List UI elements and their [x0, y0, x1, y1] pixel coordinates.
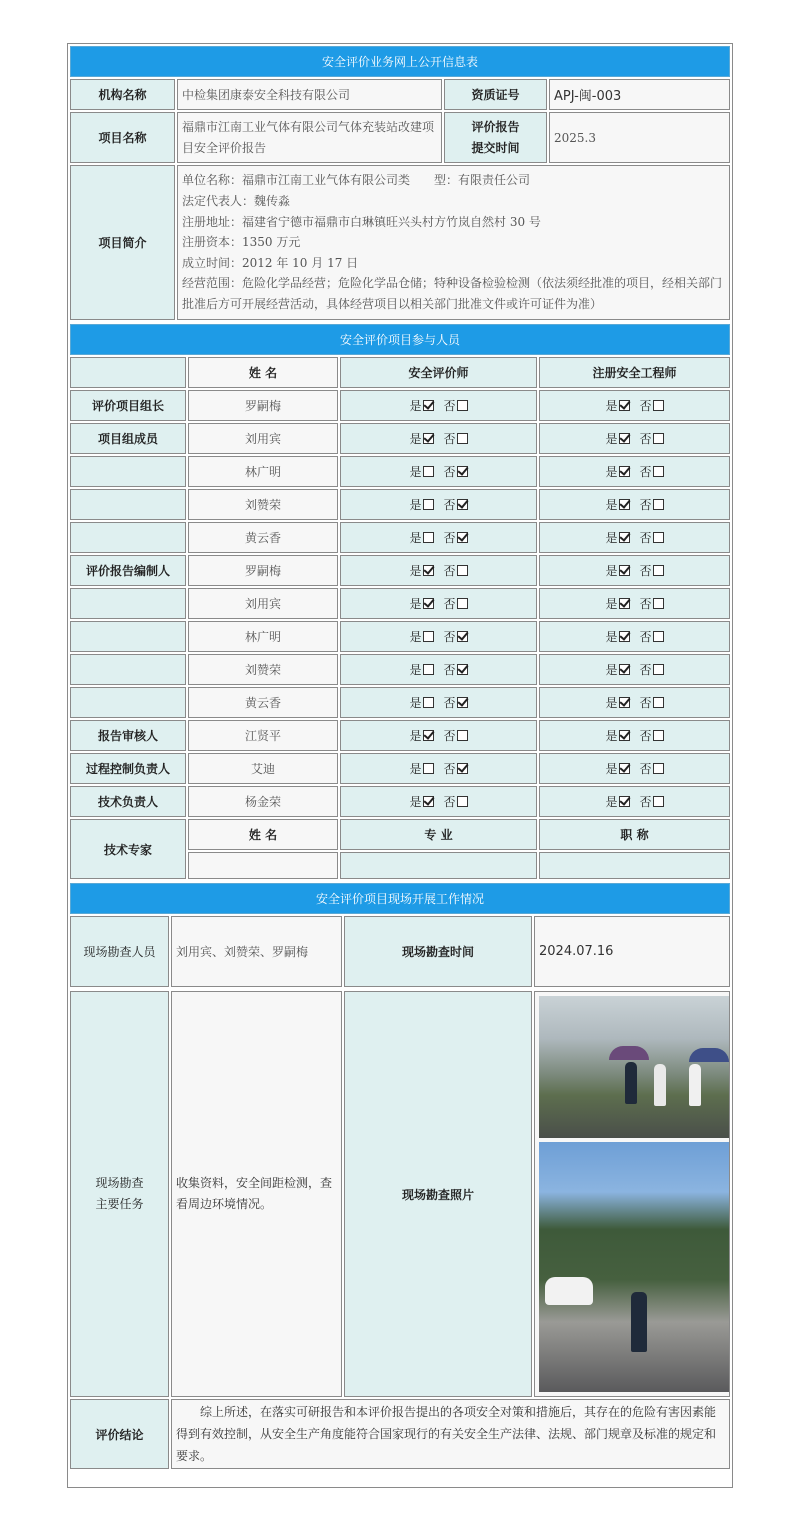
yes-checkbox — [619, 664, 630, 675]
site-people-value: 刘用宾、刘赞荣、罗嗣梅 — [171, 916, 342, 987]
staff-name: 罗嗣梅 — [188, 555, 338, 586]
yes-checkbox — [423, 664, 434, 675]
engineer-status — [539, 654, 730, 685]
no-checkbox — [653, 796, 664, 807]
evaluator-status — [340, 720, 537, 751]
intro-content — [177, 165, 730, 320]
no-label: 否 — [443, 795, 456, 809]
yes-checkbox — [423, 532, 434, 543]
no-label: 否 — [443, 663, 456, 677]
yes-label: 是 — [409, 432, 422, 446]
yes-label: 是 — [409, 531, 422, 545]
yes-label: 是 — [409, 399, 422, 413]
expert-label: 技术专家 — [70, 819, 186, 879]
staff-role — [70, 687, 186, 718]
staff-row — [70, 588, 730, 619]
main-title: 安全评价业务网上公开信息表 — [70, 46, 730, 77]
staff-name: 杨金荣 — [188, 786, 338, 817]
yes-label: 是 — [605, 399, 618, 413]
no-checkbox — [457, 796, 468, 807]
no-checkbox — [457, 598, 468, 609]
no-label: 否 — [639, 696, 652, 710]
evaluator-status — [340, 456, 537, 487]
site-time-label: 现场勘查时间 — [344, 916, 532, 987]
expert-title-cell — [539, 852, 730, 879]
yes-checkbox — [423, 466, 434, 477]
photo-cell — [534, 991, 730, 1397]
evaluator-status — [340, 621, 537, 652]
yes-checkbox — [423, 499, 434, 510]
staff-role: 评价报告编制人 — [70, 555, 186, 586]
no-checkbox — [457, 730, 468, 741]
yes-label: 是 — [409, 696, 422, 710]
blank-cell — [70, 357, 186, 388]
yes-checkbox — [619, 796, 630, 807]
engineer-status — [539, 621, 730, 652]
engineer-status — [539, 588, 730, 619]
intro-line: 经营范围：危险化学品经营；危险化学品仓储；特种设备检验检测（依法须经批准的项目，经相关部门批准后方可开展经营活动，具体经营项目以相关部门批准文件或许可证件为准） — [182, 276, 723, 311]
yes-checkbox — [619, 499, 630, 510]
project-name-label: 项目名称 — [70, 112, 175, 163]
no-checkbox — [653, 697, 664, 708]
yes-label: 是 — [605, 762, 618, 776]
task-label-line2: 主要任务 — [95, 1197, 144, 1211]
yes-checkbox — [619, 532, 630, 543]
engineer-status — [539, 786, 730, 817]
umbrella-shape — [609, 1046, 649, 1060]
no-checkbox — [457, 532, 468, 543]
yes-label: 是 — [409, 762, 422, 776]
no-checkbox — [457, 565, 468, 576]
yes-label: 是 — [409, 564, 422, 578]
expert-major-cell — [340, 852, 537, 879]
staff-row — [70, 522, 730, 553]
no-label: 否 — [443, 729, 456, 743]
col-evaluator: 安全评价师 — [340, 357, 537, 388]
yes-checkbox — [423, 631, 434, 642]
yes-label: 是 — [605, 564, 618, 578]
person-shape — [654, 1064, 666, 1106]
conclusion-label: 评价结论 — [70, 1399, 169, 1469]
staff-role — [70, 621, 186, 652]
no-label: 否 — [639, 531, 652, 545]
yes-checkbox — [619, 631, 630, 642]
staff-name: 黄云香 — [188, 687, 338, 718]
yes-label: 是 — [605, 795, 618, 809]
evaluator-status — [340, 588, 537, 619]
no-label: 否 — [639, 498, 652, 512]
staff-name: 艾迪 — [188, 753, 338, 784]
staff-role — [70, 489, 186, 520]
conclusion-value: 综上所述，在落实可研报告和本评价报告提出的各项安全对策和措施后，其存在的危险有害因素能得到有效控制，从安全生产角度能符合国家现行的有关安全生产法律、法规、部门规章及标准的规定和要求。 — [171, 1399, 730, 1469]
site-detail-table — [68, 989, 732, 1471]
yes-label: 是 — [409, 795, 422, 809]
yes-checkbox — [423, 400, 434, 411]
yes-label: 是 — [605, 630, 618, 644]
staff-row — [70, 621, 730, 652]
no-label: 否 — [443, 498, 456, 512]
no-label: 否 — [443, 630, 456, 644]
intro-label: 项目简介 — [70, 165, 175, 320]
expert-col-title: 职 称 — [539, 819, 730, 850]
no-checkbox — [457, 631, 468, 642]
evaluator-status — [340, 753, 537, 784]
yes-checkbox — [423, 433, 434, 444]
no-checkbox — [653, 400, 664, 411]
task-label — [70, 991, 169, 1397]
no-checkbox — [653, 664, 664, 675]
yes-label: 是 — [409, 729, 422, 743]
staff-name: 林广明 — [188, 621, 338, 652]
no-label: 否 — [639, 564, 652, 578]
no-label: 否 — [443, 531, 456, 545]
yes-label: 是 — [605, 663, 618, 677]
yes-checkbox — [619, 598, 630, 609]
intro-line: 法定代表人：魏传淼 — [182, 194, 291, 209]
site-time-value: 2024.07.16 — [534, 916, 730, 987]
staff-name: 刘用宾 — [188, 423, 338, 454]
staff-rows — [70, 390, 730, 817]
no-checkbox — [457, 400, 468, 411]
submit-time-value: 2025.3 — [549, 112, 730, 163]
no-checkbox — [457, 499, 468, 510]
photo-label: 现场勘查照片 — [344, 991, 532, 1397]
yes-checkbox — [619, 763, 630, 774]
no-checkbox — [653, 565, 664, 576]
info-sheet — [67, 43, 733, 1488]
staff-role: 报告审核人 — [70, 720, 186, 751]
yes-checkbox — [423, 697, 434, 708]
staff-name: 江贤平 — [188, 720, 338, 751]
no-label: 否 — [639, 597, 652, 611]
no-label: 否 — [639, 432, 652, 446]
staff-row — [70, 786, 730, 817]
no-checkbox — [457, 697, 468, 708]
staff-name: 刘赞荣 — [188, 654, 338, 685]
no-checkbox — [653, 598, 664, 609]
staff-row — [70, 489, 730, 520]
person-shape — [625, 1062, 637, 1104]
yes-checkbox — [423, 565, 434, 576]
yes-label: 是 — [605, 729, 618, 743]
staff-role: 项目组成员 — [70, 423, 186, 454]
yes-label: 是 — [605, 465, 618, 479]
yes-checkbox — [619, 697, 630, 708]
org-label: 机构名称 — [70, 79, 175, 110]
no-label: 否 — [443, 564, 456, 578]
no-checkbox — [653, 763, 664, 774]
no-checkbox — [457, 664, 468, 675]
no-label: 否 — [639, 465, 652, 479]
umbrella-shape — [689, 1048, 729, 1062]
site-people-label: 现场勘查人员 — [70, 916, 169, 987]
staff-title: 安全评价项目参与人员 — [70, 324, 730, 355]
cert-label: 资质证号 — [444, 79, 547, 110]
staff-row — [70, 687, 730, 718]
yes-label: 是 — [605, 597, 618, 611]
org-value: 中检集团康泰安全科技有限公司 — [177, 79, 442, 110]
staff-row — [70, 390, 730, 421]
evaluator-status — [340, 555, 537, 586]
basic-info-table — [68, 44, 732, 322]
staff-role: 评价项目组长 — [70, 390, 186, 421]
engineer-status — [539, 456, 730, 487]
evaluator-status — [340, 786, 537, 817]
yes-label: 是 — [605, 432, 618, 446]
yes-label: 是 — [409, 663, 422, 677]
no-checkbox — [457, 763, 468, 774]
staff-row — [70, 753, 730, 784]
staff-name: 刘赞荣 — [188, 489, 338, 520]
engineer-status — [539, 489, 730, 520]
no-checkbox — [653, 532, 664, 543]
yes-checkbox — [423, 598, 434, 609]
yes-checkbox — [619, 466, 630, 477]
car-shape — [545, 1277, 593, 1305]
project-name-value: 福鼎市江南工业气体有限公司气体充装站改建项目安全评价报告 — [177, 112, 442, 163]
staff-role — [70, 588, 186, 619]
yes-label: 是 — [409, 597, 422, 611]
no-checkbox — [653, 433, 664, 444]
staff-name: 刘用宾 — [188, 588, 338, 619]
yes-checkbox — [423, 730, 434, 741]
no-label: 否 — [443, 432, 456, 446]
expert-name-cell — [188, 852, 338, 879]
staff-role: 技术负责人 — [70, 786, 186, 817]
yes-checkbox — [619, 400, 630, 411]
no-checkbox — [457, 466, 468, 477]
cert-value: APJ-闽-003 — [549, 79, 730, 110]
no-label: 否 — [639, 795, 652, 809]
staff-role: 过程控制负责人 — [70, 753, 186, 784]
evaluator-status — [340, 522, 537, 553]
no-checkbox — [653, 730, 664, 741]
submit-label-line1: 评价报告 — [471, 119, 520, 134]
yes-checkbox — [619, 730, 630, 741]
no-label: 否 — [639, 729, 652, 743]
yes-checkbox — [619, 565, 630, 576]
evaluator-status — [340, 687, 537, 718]
staff-row — [70, 555, 730, 586]
no-checkbox — [653, 499, 664, 510]
staff-name: 罗嗣梅 — [188, 390, 338, 421]
staff-role — [70, 654, 186, 685]
site-title: 安全评价项目现场开展工作情况 — [70, 883, 730, 914]
staff-role — [70, 456, 186, 487]
intro-line: 注册地址：福建省宁德市福鼎市白琳镇旺兴头村方竹岚自然村 30 号 — [182, 214, 541, 229]
person-shape — [631, 1292, 647, 1352]
no-checkbox — [653, 466, 664, 477]
submit-time-label — [444, 112, 547, 163]
no-label: 否 — [639, 762, 652, 776]
evaluator-status — [340, 489, 537, 520]
staff-row — [70, 423, 730, 454]
yes-checkbox — [619, 433, 630, 444]
expert-col-major: 专 业 — [340, 819, 537, 850]
engineer-status — [539, 720, 730, 751]
submit-label-line2: 提交时间 — [471, 140, 520, 155]
yes-checkbox — [423, 796, 434, 807]
no-label: 否 — [639, 399, 652, 413]
yes-label: 是 — [409, 498, 422, 512]
no-label: 否 — [639, 630, 652, 644]
evaluator-status — [340, 654, 537, 685]
yes-label: 是 — [605, 531, 618, 545]
intro-line: 单位名称：福鼎市江南工业气体有限公司类 型：有限责任公司 — [182, 173, 531, 188]
col-name: 姓 名 — [188, 357, 338, 388]
no-label: 否 — [443, 597, 456, 611]
staff-name: 林广明 — [188, 456, 338, 487]
no-checkbox — [653, 631, 664, 642]
no-label: 否 — [443, 762, 456, 776]
engineer-status — [539, 753, 730, 784]
site-photo-group — [539, 996, 729, 1138]
no-label: 否 — [639, 663, 652, 677]
site-table — [68, 881, 732, 989]
yes-checkbox — [423, 763, 434, 774]
engineer-status — [539, 390, 730, 421]
intro-line: 注册资本：1350 万元 — [182, 235, 301, 250]
staff-name: 黄云香 — [188, 522, 338, 553]
staff-row — [70, 456, 730, 487]
staff-table — [68, 322, 732, 881]
yes-label: 是 — [605, 498, 618, 512]
person-shape — [689, 1064, 701, 1106]
no-label: 否 — [443, 399, 456, 413]
staff-role — [70, 522, 186, 553]
site-photo-road — [539, 1142, 729, 1392]
engineer-status — [539, 687, 730, 718]
staff-row — [70, 720, 730, 751]
task-label-line1: 现场勘查 — [95, 1176, 144, 1190]
yes-label: 是 — [409, 630, 422, 644]
no-label: 否 — [443, 696, 456, 710]
engineer-status — [539, 522, 730, 553]
evaluator-status — [340, 390, 537, 421]
yes-label: 是 — [605, 696, 618, 710]
engineer-status — [539, 555, 730, 586]
evaluator-status — [340, 423, 537, 454]
no-label: 否 — [443, 465, 456, 479]
task-value: 收集资料，安全间距检测，查看周边环境情况。 — [171, 991, 342, 1397]
col-engineer: 注册安全工程师 — [539, 357, 730, 388]
yes-label: 是 — [409, 465, 422, 479]
engineer-status — [539, 423, 730, 454]
expert-col-name: 姓 名 — [188, 819, 338, 850]
staff-row — [70, 654, 730, 685]
no-checkbox — [457, 433, 468, 444]
intro-line: 成立时间：2012 年 10 月 17 日 — [182, 255, 359, 270]
